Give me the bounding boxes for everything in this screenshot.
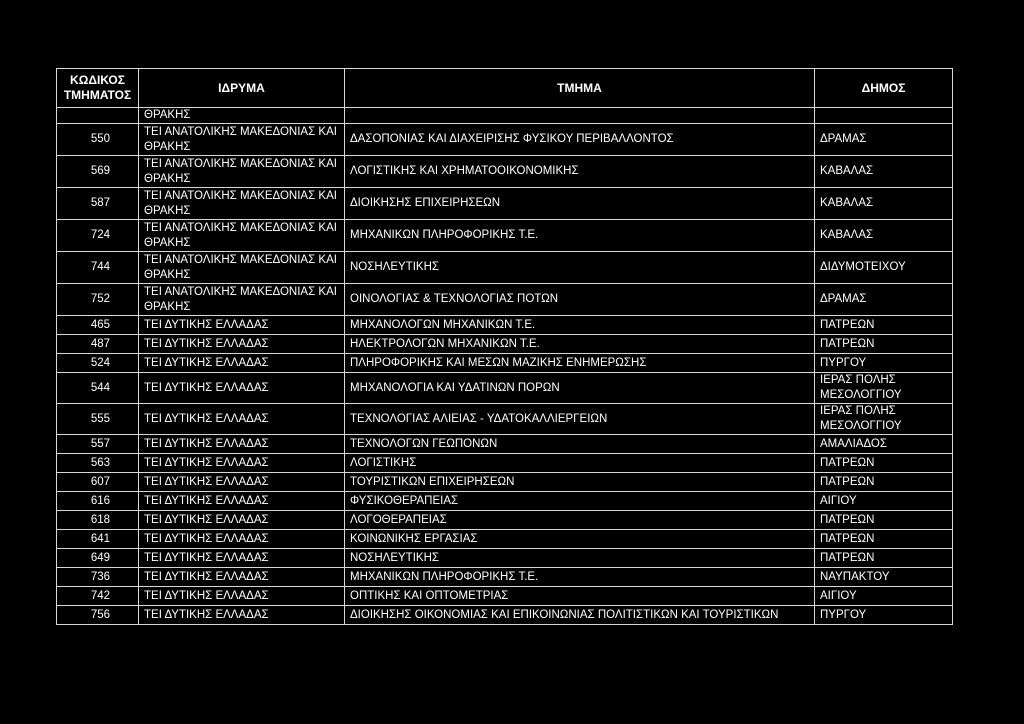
header-row	[57, 69, 953, 108]
cell-municipality: ΠΑΤΡΕΩΝ	[815, 530, 953, 549]
cell-institution: ΤΕΙ ΔΥΤΙΚΗΣ ΕΛΛΑΔΑΣ	[139, 454, 345, 473]
cell-municipality: ΑΙΓΙΟΥ	[815, 587, 953, 606]
table-row	[57, 530, 953, 549]
table-row	[57, 587, 953, 606]
table-row	[57, 568, 953, 587]
cell-institution: ΤΕΙ ΔΥΤΙΚΗΣ ΕΛΛΑΔΑΣ	[139, 404, 345, 435]
institution-line1: ΤΕΙ ΑΝΑΤΟΛΙΚΗΣ ΜΑΚΕΔΟΝΙΑΣ ΚΑΙ	[144, 253, 337, 266]
header-code	[57, 69, 139, 108]
cell-municipality	[815, 373, 953, 404]
municipality-line1: ΙΕΡΑΣ ΠΟΛΗΣ	[820, 374, 896, 386]
cell-department: ΛΟΓΙΣΤΙΚΗΣ ΚΑΙ ΧΡΗΜΑΤΟΟΙΚΟΝΟΜΙΚΗΣ	[345, 156, 815, 188]
table-row	[57, 404, 953, 435]
institution-line2: ΘΡΑΚΗΣ	[144, 204, 191, 217]
cell-institution: ΤΕΙ ΔΥΤΙΚΗΣ ΕΛΛΑΔΑΣ	[139, 606, 345, 625]
cell-code: 641	[57, 530, 139, 549]
cell-municipality: ΠΥΡΓΟΥ	[815, 354, 953, 373]
cell-municipality: ΠΑΤΡΕΩΝ	[815, 454, 953, 473]
cell-municipality: ΠΥΡΓΟΥ	[815, 606, 953, 625]
table-row	[57, 316, 953, 335]
cell-code: 724	[57, 220, 139, 252]
cell-department: ΤΕΧΝΟΛΟΓΩΝ ΓΕΩΠΟΝΩΝ	[345, 435, 815, 454]
cell-institution	[139, 124, 345, 156]
table-row	[57, 252, 953, 284]
departments-table	[56, 68, 953, 625]
cell-department: ΝΟΣΗΛΕΥΤΙΚΗΣ	[345, 549, 815, 568]
cell-code: 756	[57, 606, 139, 625]
cell-municipality: ΔΙΔΥΜΟΤΕΙΧΟΥ	[815, 252, 953, 284]
institution-line2: ΘΡΑΚΗΣ	[144, 236, 191, 249]
table-row	[57, 473, 953, 492]
cell-code: 555	[57, 404, 139, 435]
cell-code: 649	[57, 549, 139, 568]
cell-institution	[139, 188, 345, 220]
cell-code	[57, 108, 139, 124]
cell-code: 569	[57, 156, 139, 188]
municipality-line1: ΙΕΡΑΣ ΠΟΛΗΣ	[820, 405, 896, 417]
institution-line1: ΤΕΙ ΑΝΑΤΟΛΙΚΗΣ ΜΑΚΕΔΟΝΙΑΣ ΚΑΙ	[144, 285, 337, 298]
cell-institution: ΤΕΙ ΔΥΤΙΚΗΣ ΕΛΛΑΔΑΣ	[139, 568, 345, 587]
cell-municipality: ΚΑΒΑΛΑΣ	[815, 188, 953, 220]
municipality-line2: ΜΕΣΟΛΟΓΓΙΟΥ	[820, 389, 902, 401]
cell-department: ΤΕΧΝΟΛΟΓΙΑΣ ΑΛΙΕΙΑΣ - ΥΔΑΤΟΚΑΛΛΙΕΡΓΕΙΩΝ	[345, 404, 815, 435]
cell-department: ΟΠΤΙΚΗΣ ΚΑΙ ΟΠΤΟΜΕΤΡΙΑΣ	[345, 587, 815, 606]
cell-institution: ΤΕΙ ΔΥΤΙΚΗΣ ΕΛΛΑΔΑΣ	[139, 473, 345, 492]
cell-municipality	[815, 404, 953, 435]
cell-municipality: ΠΑΤΡΕΩΝ	[815, 473, 953, 492]
cell-department: ΦΥΣΙΚΟΘΕΡΑΠΕΙΑΣ	[345, 492, 815, 511]
header-code-line1: ΚΩΔΙΚΟΣ	[70, 73, 125, 87]
continuation-row	[57, 108, 953, 124]
cell-institution	[139, 156, 345, 188]
table-row	[57, 284, 953, 316]
cell-municipality: ΠΑΤΡΕΩΝ	[815, 316, 953, 335]
institution-line2: ΘΡΑΚΗΣ	[144, 140, 191, 153]
institution-line2: ΘΡΑΚΗΣ	[144, 268, 191, 281]
cell-municipality: ΑΙΓΙΟΥ	[815, 492, 953, 511]
cell-department: ΔΑΣΟΠΟΝΙΑΣ ΚΑΙ ΔΙΑΧΕΙΡΙΣΗΣ ΦΥΣΙΚΟΥ ΠΕΡΙΒΑΛΛΟΝΤΟΣ	[345, 124, 815, 156]
cell-municipality: ΚΑΒΑΛΑΣ	[815, 220, 953, 252]
table-row	[57, 156, 953, 188]
institution-line1: ΤΕΙ ΑΝΑΤΟΛΙΚΗΣ ΜΑΚΕΔΟΝΙΑΣ ΚΑΙ	[144, 189, 337, 202]
cell-code: 557	[57, 435, 139, 454]
cell-code: 550	[57, 124, 139, 156]
cell-department: ΠΛΗΡΟΦΟΡΙΚΗΣ ΚΑΙ ΜΕΣΩΝ ΜΑΖΙΚΗΣ ΕΝΗΜΕΡΩΣΗΣ	[345, 354, 815, 373]
table-row	[57, 373, 953, 404]
institution-line2: ΘΡΑΚΗΣ	[144, 172, 191, 185]
cell-department: ΜΗΧΑΝΙΚΩΝ ΠΛΗΡΟΦΟΡΙΚΗΣ Τ.Ε.	[345, 220, 815, 252]
table-row	[57, 549, 953, 568]
table-row	[57, 335, 953, 354]
cell-code: 487	[57, 335, 139, 354]
cell-code: 607	[57, 473, 139, 492]
table-row	[57, 606, 953, 625]
cell-institution: ΤΕΙ ΔΥΤΙΚΗΣ ΕΛΛΑΔΑΣ	[139, 335, 345, 354]
cell-department: ΜΗΧΑΝΙΚΩΝ ΠΛΗΡΟΦΟΡΙΚΗΣ Τ.Ε.	[345, 568, 815, 587]
cell-municipality: ΝΑΥΠΑΚΤΟΥ	[815, 568, 953, 587]
cell-department: ΚΟΙΝΩΝΙΚΗΣ ΕΡΓΑΣΙΑΣ	[345, 530, 815, 549]
cell-institution: ΤΕΙ ΔΥΤΙΚΗΣ ΕΛΛΑΔΑΣ	[139, 587, 345, 606]
cell-municipality: ΠΑΤΡΕΩΝ	[815, 549, 953, 568]
cell-municipality: ΠΑΤΡΕΩΝ	[815, 511, 953, 530]
cell-code: 563	[57, 454, 139, 473]
cell-institution: ΤΕΙ ΔΥΤΙΚΗΣ ΕΛΛΑΔΑΣ	[139, 435, 345, 454]
cell-department: ΛΟΓΟΘΕΡΑΠΕΙΑΣ	[345, 511, 815, 530]
cell-department: ΔΙΟΙΚΗΣΗΣ ΕΠΙΧΕΙΡΗΣΕΩΝ	[345, 188, 815, 220]
table-body	[57, 108, 953, 625]
cell-municipality	[815, 108, 953, 124]
cell-institution	[139, 220, 345, 252]
cell-municipality: ΑΜΑΛΙΑΔΟΣ	[815, 435, 953, 454]
cell-department: ΜΗΧΑΝΟΛΟΓΙΑ ΚΑΙ ΥΔΑΤΙΝΩΝ ΠΟΡΩΝ	[345, 373, 815, 404]
table-row	[57, 454, 953, 473]
cell-code: 736	[57, 568, 139, 587]
cell-institution: ΤΕΙ ΔΥΤΙΚΗΣ ΕΛΛΑΔΑΣ	[139, 373, 345, 404]
municipality-line2: ΜΕΣΟΛΟΓΓΙΟΥ	[820, 420, 902, 432]
header-department: ΤΜΗΜΑ	[345, 69, 815, 108]
cell-institution: ΤΕΙ ΔΥΤΙΚΗΣ ΕΛΛΑΔΑΣ	[139, 549, 345, 568]
cell-code: 742	[57, 587, 139, 606]
table-row	[57, 511, 953, 530]
header-municipality: ΔΗΜΟΣ	[815, 69, 953, 108]
cell-department	[345, 108, 815, 124]
cell-department: ΗΛΕΚΤΡΟΛΟΓΩΝ ΜΗΧΑΝΙΚΩΝ Τ.Ε.	[345, 335, 815, 354]
cell-institution: ΤΕΙ ΔΥΤΙΚΗΣ ΕΛΛΑΔΑΣ	[139, 530, 345, 549]
cell-institution: ΤΕΙ ΔΥΤΙΚΗΣ ΕΛΛΑΔΑΣ	[139, 492, 345, 511]
cell-code: 587	[57, 188, 139, 220]
cell-institution: ΤΕΙ ΔΥΤΙΚΗΣ ΕΛΛΑΔΑΣ	[139, 354, 345, 373]
table-row	[57, 354, 953, 373]
cell-municipality: ΔΡΑΜΑΣ	[815, 124, 953, 156]
cell-code: 524	[57, 354, 139, 373]
table-row	[57, 220, 953, 252]
cell-institution: ΤΕΙ ΔΥΤΙΚΗΣ ΕΛΛΑΔΑΣ	[139, 316, 345, 335]
institution-line1: ΤΕΙ ΑΝΑΤΟΛΙΚΗΣ ΜΑΚΕΔΟΝΙΑΣ ΚΑΙ	[144, 221, 337, 234]
table-row	[57, 492, 953, 511]
cell-code: 752	[57, 284, 139, 316]
institution-line2: ΘΡΑΚΗΣ	[144, 300, 191, 313]
cell-code: 618	[57, 511, 139, 530]
cell-department: ΟΙΝΟΛΟΓΙΑΣ & ΤΕΧΝΟΛΟΓΙΑΣ ΠΟΤΩΝ	[345, 284, 815, 316]
table-row	[57, 124, 953, 156]
cell-code: 744	[57, 252, 139, 284]
cell-department: ΤΟΥΡΙΣΤΙΚΩΝ ΕΠΙΧΕΙΡΗΣΕΩΝ	[345, 473, 815, 492]
cell-code: 616	[57, 492, 139, 511]
cell-department: ΔΙΟΙΚΗΣΗΣ ΟΙΚΟΝΟΜΙΑΣ ΚΑΙ ΕΠΙΚΟΙΝΩΝΙΑΣ ΠΟΛΙΤΙΣΤΙΚΩΝ ΚΑΙ ΤΟΥΡΙΣΤΙΚΩΝ	[345, 606, 815, 625]
cell-department: ΝΟΣΗΛΕΥΤΙΚΗΣ	[345, 252, 815, 284]
cell-code: 544	[57, 373, 139, 404]
institution-line1: ΤΕΙ ΑΝΑΤΟΛΙΚΗΣ ΜΑΚΕΔΟΝΙΑΣ ΚΑΙ	[144, 125, 337, 138]
cell-institution	[139, 284, 345, 316]
table-row	[57, 188, 953, 220]
header-institution: ΙΔΡΥΜΑ	[139, 69, 345, 108]
cell-municipality: ΔΡΑΜΑΣ	[815, 284, 953, 316]
cell-code: 465	[57, 316, 139, 335]
cell-municipality: ΠΑΤΡΕΩΝ	[815, 335, 953, 354]
cell-institution: ΤΕΙ ΔΥΤΙΚΗΣ ΕΛΛΑΔΑΣ	[139, 511, 345, 530]
cell-department: ΛΟΓΙΣΤΙΚΗΣ	[345, 454, 815, 473]
institution-line1: ΤΕΙ ΑΝΑΤΟΛΙΚΗΣ ΜΑΚΕΔΟΝΙΑΣ ΚΑΙ	[144, 157, 337, 170]
cell-institution	[139, 252, 345, 284]
cell-municipality: ΚΑΒΑΛΑΣ	[815, 156, 953, 188]
table-row	[57, 435, 953, 454]
cell-institution: ΘΡΑΚΗΣ	[139, 108, 345, 124]
cell-department: ΜΗΧΑΝΟΛΟΓΩΝ ΜΗΧΑΝΙΚΩΝ Τ.Ε.	[345, 316, 815, 335]
header-code-line2: ΤΜΗΜΑΤΟΣ	[63, 88, 132, 102]
